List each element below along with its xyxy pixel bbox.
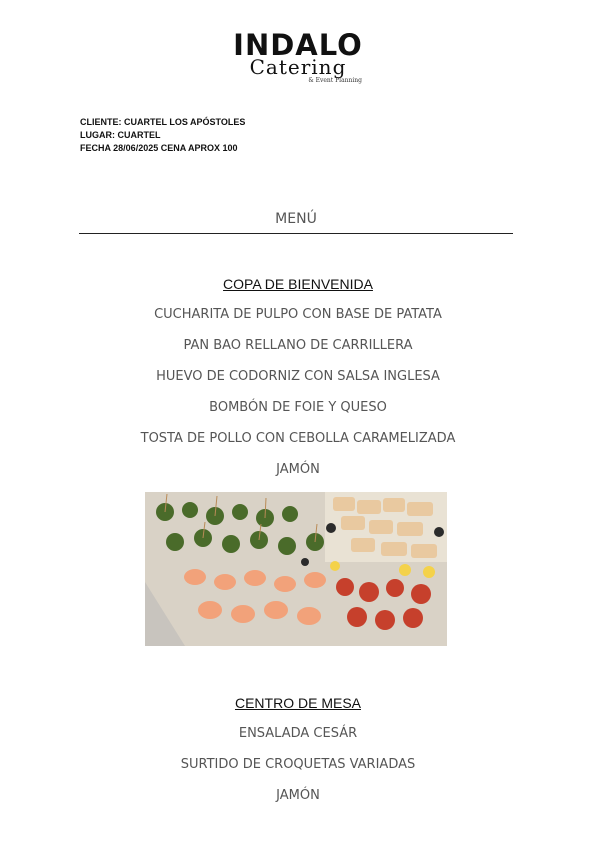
food-photo bbox=[145, 492, 447, 646]
client-name: CLIENTE: CUARTEL LOS APÓSTOLES bbox=[80, 117, 246, 127]
logo-subtitle: Catering bbox=[249, 55, 347, 79]
section-title-welcome: COPA DE BIENVENIDA bbox=[223, 276, 373, 292]
logo-wordmark: INDALO bbox=[233, 28, 363, 62]
menu-item: HUEVO DE CODORNIZ CON SALSA INGLESA bbox=[156, 369, 440, 384]
menu-divider bbox=[79, 233, 513, 234]
menu-item: JAMÓN bbox=[276, 462, 320, 477]
menu-item: JAMÓN bbox=[276, 788, 320, 803]
menu-item: SURTIDO DE CROQUETAS VARIADAS bbox=[180, 757, 416, 772]
menu-item: ENSALADA CESÁR bbox=[238, 726, 358, 741]
client-location: LUGAR: CUARTEL bbox=[80, 130, 161, 140]
menu-title: MENÚ bbox=[275, 211, 317, 227]
event-date: FECHA 28/06/2025 CENA APROX 100 bbox=[80, 143, 238, 153]
menu-item: CUCHARITA DE PULPO CON BASE DE PATATA bbox=[154, 307, 442, 322]
menu-item: BOMBÓN DE FOIE Y QUESO bbox=[209, 400, 387, 415]
menu-item: TOSTA DE POLLO CON CEBOLLA CARAMELIZADA bbox=[140, 431, 456, 446]
client-info bbox=[80, 116, 245, 155]
canapes-illustration bbox=[145, 492, 447, 646]
section-title-centerpiece: CENTRO DE MESA bbox=[234, 695, 361, 711]
logo-tagline: & Event Planning bbox=[308, 77, 362, 84]
company-logo bbox=[200, 30, 390, 92]
menu-item: PAN BAO RELLANO DE CARRILLERA bbox=[183, 338, 413, 353]
